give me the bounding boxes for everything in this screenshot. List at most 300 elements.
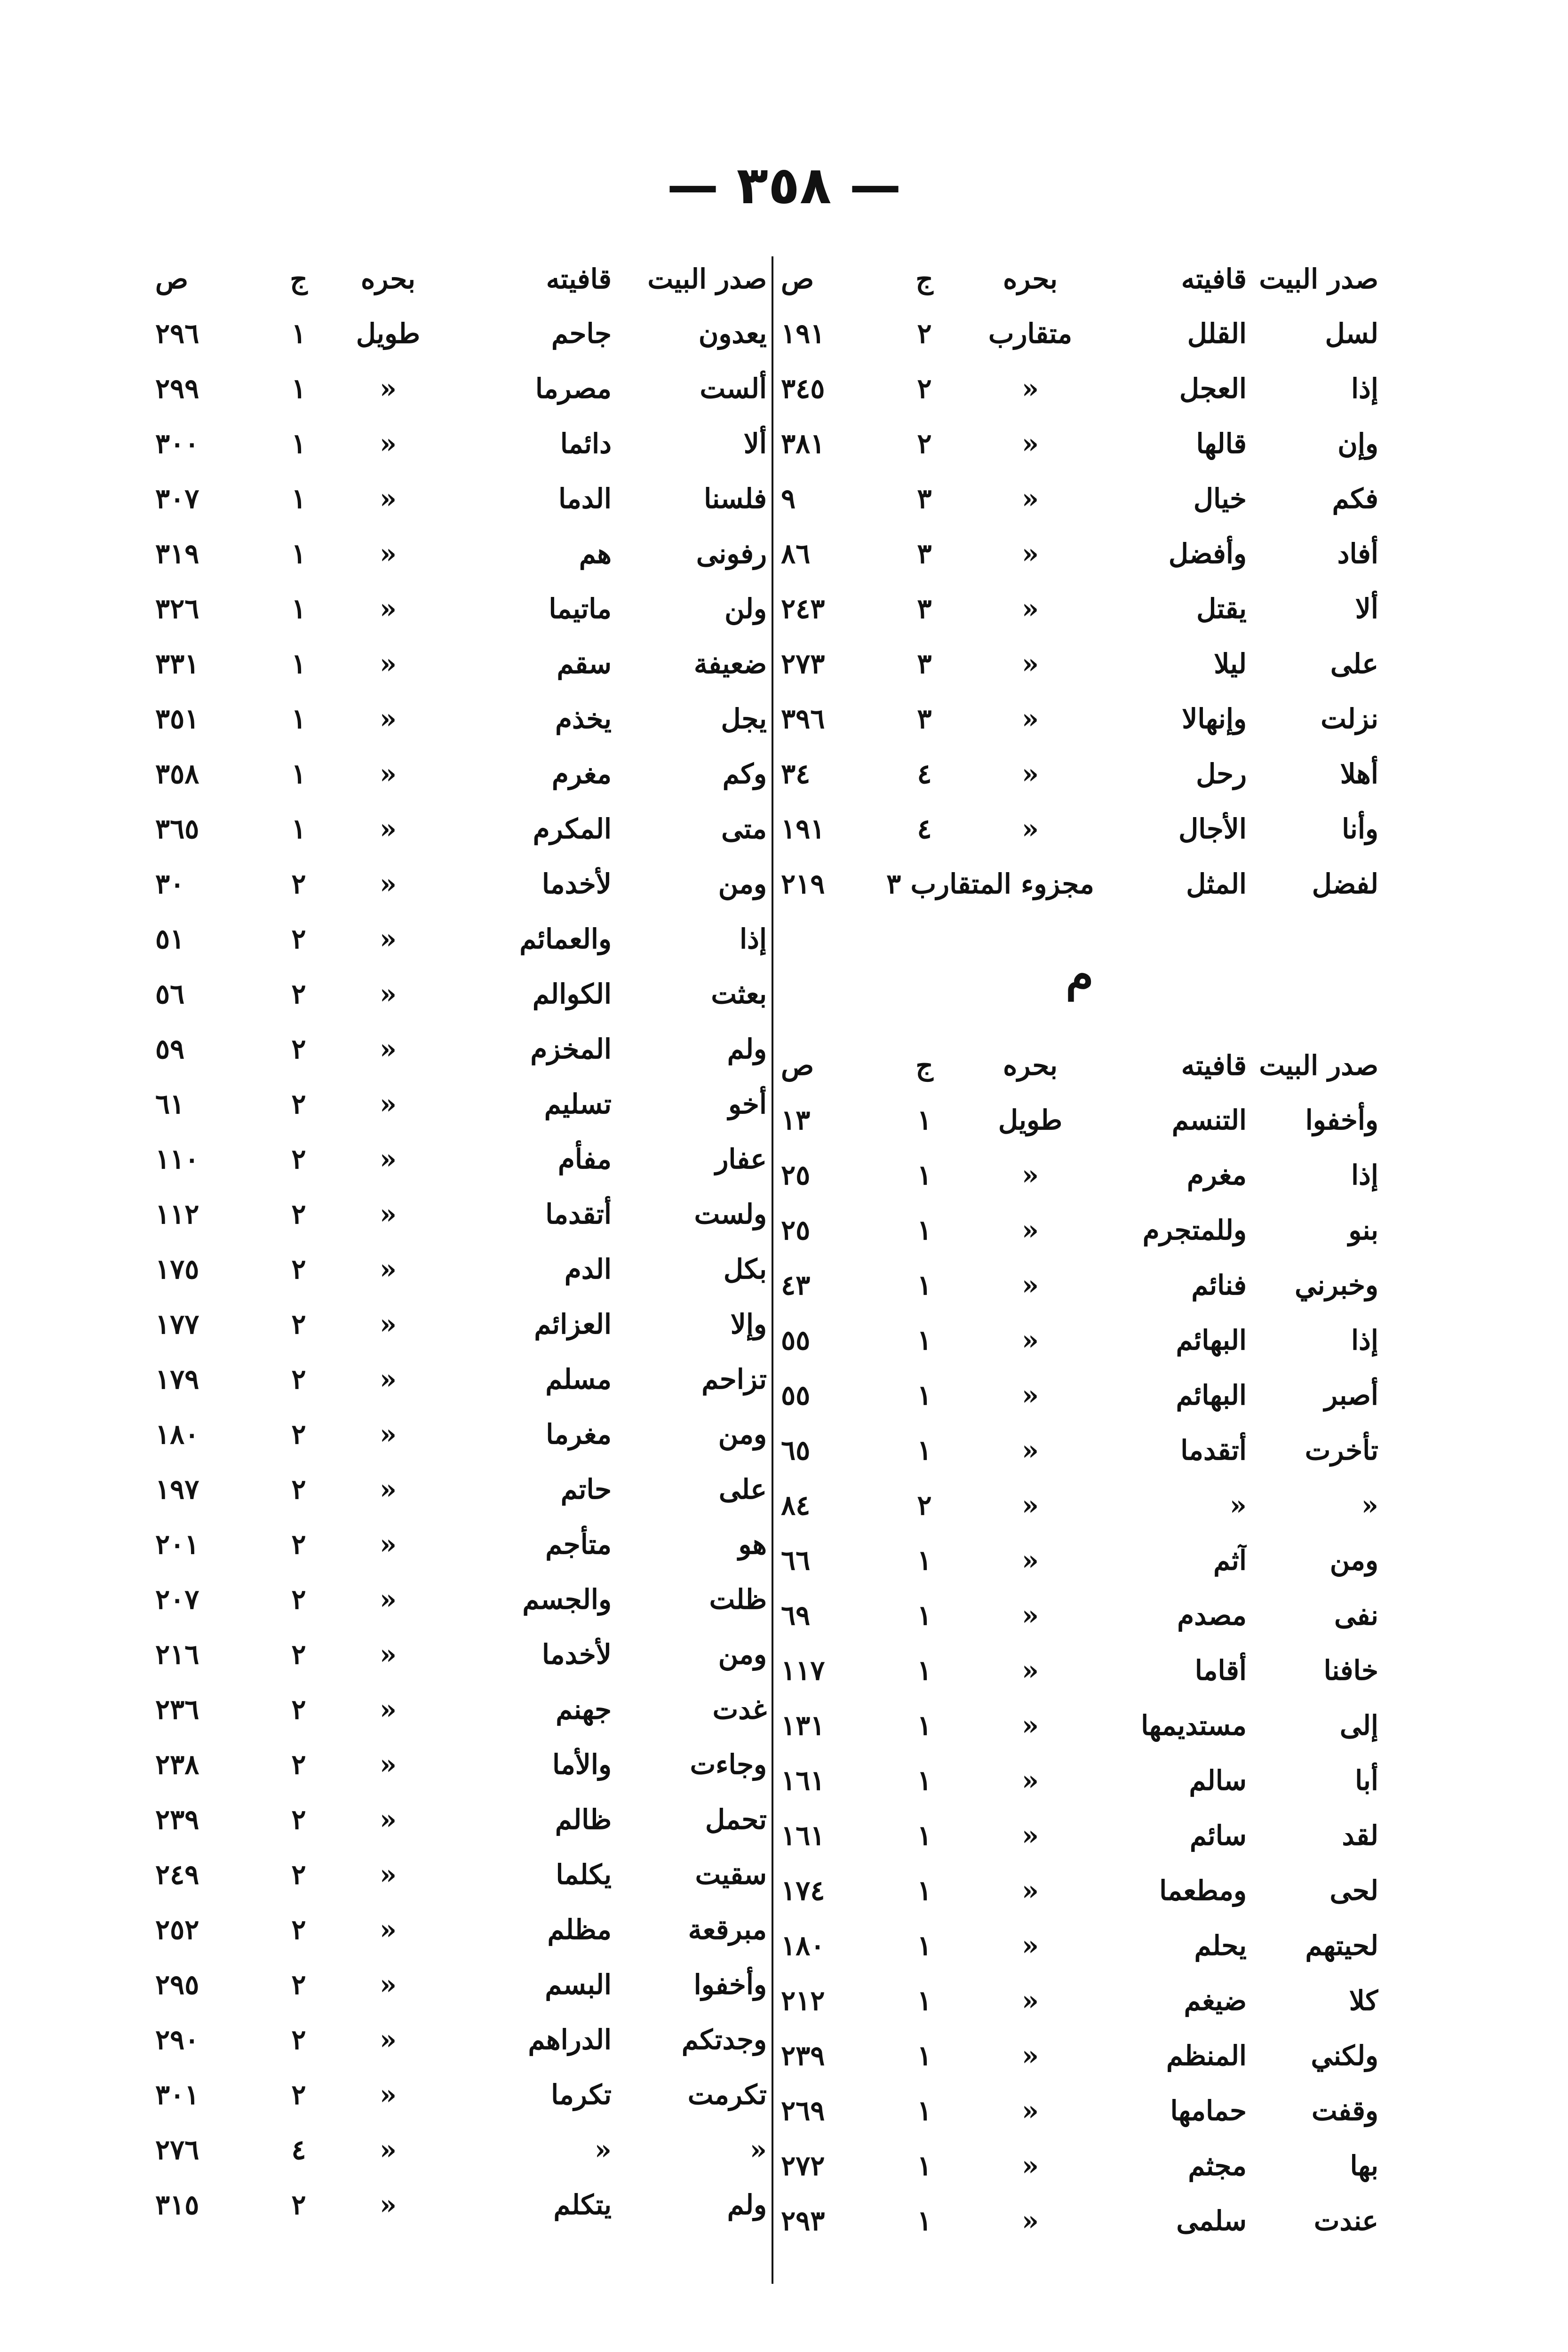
cell-page: ١٧٤	[781, 1874, 825, 1907]
cell-sadr: تزاحم	[701, 1363, 767, 1395]
cell-bahr: «	[1021, 592, 1039, 625]
cell-bahr: «	[1021, 757, 1039, 790]
cell-qafia: قالها	[1196, 427, 1247, 460]
cell-qafia: أقاما	[1194, 1654, 1247, 1686]
cell-sadr: ومن	[1329, 1544, 1378, 1576]
cell-juz: ١	[917, 1709, 932, 1741]
cell-bahr: «	[379, 592, 397, 625]
cell-page: ١٦١	[781, 1819, 825, 1851]
cell-juz: ١	[291, 537, 306, 570]
cell-sadr: نفى	[1334, 1599, 1378, 1631]
cell-sadr: وجاءت	[690, 1748, 767, 1780]
cell-juz: ١	[917, 1654, 932, 1686]
cell-qafia: والأما	[552, 1748, 612, 1780]
table-row	[781, 636, 1378, 691]
cell-sadr: ولست	[694, 1198, 767, 1230]
cell-sadr: مبرقعة	[688, 1913, 767, 1946]
cell-juz: ١	[917, 1929, 932, 1962]
table-row	[781, 2083, 1378, 2138]
cell-qafia: سلمى	[1176, 2204, 1247, 2237]
cell-juz: ١	[291, 427, 306, 460]
cell-qafia: تسليم	[544, 1088, 612, 1120]
cell-juz: ٢	[917, 317, 932, 350]
cell-juz: ٢	[291, 1033, 306, 1065]
cell-sadr: لسل	[1325, 317, 1378, 350]
table-row	[155, 526, 767, 581]
cell-sadr: بعثت	[711, 977, 767, 1010]
cell-qafia: أتقدما	[545, 1198, 612, 1230]
cell-page: ٩	[781, 482, 796, 515]
cell-bahr: «	[379, 757, 397, 790]
cell-juz: ١	[291, 317, 306, 350]
cell-juz: ١	[917, 1159, 932, 1191]
cell-juz: ١	[917, 1819, 932, 1851]
cell-juz: ٢	[291, 1088, 306, 1120]
cell-juz: ١	[917, 2039, 932, 2072]
cell-bahr: «	[379, 537, 397, 570]
header-qafia: قافيته	[1181, 262, 1247, 295]
right-column	[781, 252, 1378, 2248]
cell-qafia: «	[1229, 1489, 1247, 1521]
table-row	[781, 471, 1378, 526]
cell-juz: ١	[917, 1599, 932, 1631]
cell-juz: ١	[291, 372, 306, 405]
table-row	[781, 1202, 1378, 1257]
cell-bahr: «	[1021, 812, 1039, 845]
cell-sadr: ولن	[724, 592, 767, 625]
cell-page: ١٩١	[781, 317, 825, 350]
cell-page: ٣٣١	[155, 647, 199, 680]
header-bahr: بحره	[1003, 1049, 1058, 1081]
cell-juz: ٢	[291, 922, 306, 955]
cell-juz: ١	[917, 2204, 932, 2237]
cell-juz: ٢	[291, 1693, 306, 1725]
header-bahr: بحره	[361, 262, 415, 295]
cell-sadr: «	[749, 2133, 767, 2166]
cell-bahr: «	[379, 812, 397, 845]
cell-sadr: ولم	[727, 1033, 767, 1065]
cell-qafia: ماتيما	[549, 592, 612, 625]
cell-qafia: لأخدما	[541, 1638, 612, 1670]
cell-juz: ١	[291, 647, 306, 680]
table-row	[781, 1367, 1378, 1422]
cell-juz: ١	[917, 1324, 932, 1356]
cell-qafia: مصرما	[535, 372, 612, 405]
cell-bahr: «	[1021, 702, 1039, 735]
cell-juz: ٣	[917, 482, 932, 515]
cell-bahr: «	[379, 1528, 397, 1560]
cell-sadr: سقيت	[695, 1858, 767, 1891]
cell-page: ٢٥٢	[155, 1913, 199, 1946]
cell-qafia: التنسم	[1171, 1104, 1247, 1136]
cell-sadr: عندت	[1313, 2204, 1378, 2237]
cell-sadr: على	[718, 1473, 767, 1505]
table-header-row	[781, 252, 1378, 306]
left-body	[155, 306, 767, 2232]
cell-qafia: البسم	[545, 1968, 612, 2001]
table-row	[155, 471, 767, 526]
cell-bahr: «	[1021, 1654, 1039, 1686]
cell-juz: ٢	[291, 1363, 306, 1395]
table-row	[155, 1627, 767, 1682]
header-page: ص	[781, 262, 814, 295]
cell-page: ٢١٩	[781, 867, 825, 900]
cell-qafia: سقم	[557, 647, 612, 680]
cell-sadr: إذا	[1351, 372, 1378, 405]
cell-qafia: الأجال	[1178, 812, 1247, 845]
cell-bahr: «	[379, 2188, 397, 2221]
cell-sadr: وخبرني	[1295, 1269, 1378, 1301]
cell-sadr: أفاد	[1337, 537, 1378, 570]
table-row	[155, 966, 767, 1021]
cell-sadr: ومن	[718, 867, 767, 900]
cell-qafia: ظالم	[555, 1803, 612, 1836]
cell-sadr: أهلا	[1340, 757, 1378, 790]
cell-page: ٥٥	[781, 1324, 811, 1356]
cell-sadr: أصبر	[1324, 1379, 1378, 1411]
cell-qafia: متأجم	[545, 1528, 612, 1560]
cell-page: ٣٥٨	[155, 757, 199, 790]
cell-qafia: مغرما	[546, 1418, 612, 1450]
cell-sadr: فلسنا	[704, 482, 767, 515]
table-row	[155, 1517, 767, 1572]
table-row	[781, 416, 1378, 471]
cell-bahr: «	[379, 1253, 397, 1285]
cell-qafia: خيال	[1193, 482, 1247, 515]
cell-juz: ٢	[291, 1528, 306, 1560]
cell-sadr: تكرمت	[687, 2078, 767, 2111]
cell-bahr: «	[1021, 2204, 1039, 2237]
cell-page: ٢٥	[781, 1214, 811, 1246]
cell-page: ٢٩٦	[155, 317, 199, 350]
table-row	[781, 1092, 1378, 1147]
cell-juz: ٢	[291, 2188, 306, 2221]
table-row	[155, 856, 767, 911]
cell-juz: ١	[917, 1379, 932, 1411]
cell-juz: ٢	[291, 1748, 306, 1780]
table-row	[155, 1682, 767, 1737]
cell-qafia: حاتم	[560, 1473, 612, 1505]
cell-juz: ١	[917, 1874, 932, 1907]
cell-bahr: «	[1021, 1764, 1039, 1796]
table-row	[781, 306, 1378, 361]
right-span-table	[781, 856, 1378, 911]
table-row	[155, 1847, 767, 1902]
cell-qafia: يقتل	[1196, 592, 1247, 625]
cell-page: ١٣١	[781, 1709, 825, 1741]
table-row	[155, 801, 767, 856]
cell-page: ٢٧٦	[155, 2133, 199, 2166]
cell-page: ٢٥	[781, 1159, 811, 1191]
cell-bahr: «	[1021, 537, 1039, 570]
cell-page: ٥١	[155, 922, 185, 955]
cell-page: ٤٣	[781, 1269, 811, 1301]
cell-bahr: «	[379, 372, 397, 405]
right-top-table	[781, 252, 1378, 856]
table-row	[155, 1076, 767, 1131]
cell-page: ٣٠	[155, 867, 185, 900]
cell-page: ٣٢٦	[155, 592, 199, 625]
cell-bahr: «	[1021, 1489, 1039, 1521]
cell-juz: ١	[291, 702, 306, 735]
cell-bahr: «	[1021, 1544, 1039, 1576]
cell-page: ١٩٧	[155, 1473, 199, 1505]
cell-qafia: البهائم	[1176, 1324, 1247, 1356]
cell-page: ٥٩	[155, 1033, 185, 1065]
cell-bahr: «	[379, 2133, 397, 2166]
table-row	[155, 1351, 767, 1406]
left-table	[155, 252, 767, 2232]
table-row	[155, 1737, 767, 1792]
cell-sadr: ألا	[743, 427, 767, 460]
cell-qafia: مغرم	[1187, 1159, 1247, 1191]
cell-bahr: «	[379, 1968, 397, 2001]
cell-bahr: «	[1021, 2094, 1039, 2127]
table-row	[155, 1296, 767, 1351]
cell-page: ٦١	[155, 1088, 185, 1120]
cell-page: ٣٠١	[155, 2078, 199, 2111]
cell-page: ٢٩٠	[155, 2023, 199, 2056]
cell-juz: ٢	[291, 2023, 306, 2056]
cell-juz: ٢	[291, 1913, 306, 1946]
cell-page: ٢١٢	[781, 1984, 825, 2017]
table-row	[781, 1918, 1378, 1973]
cell-bahr: «	[379, 1308, 397, 1340]
header-bahr: بحره	[1003, 262, 1058, 295]
table-row	[155, 1406, 767, 1462]
cell-juz: ١	[917, 1544, 932, 1576]
right-bottom-table	[781, 1038, 1378, 2248]
cell-sadr: أخو	[728, 1088, 767, 1120]
cell-juz: ١	[917, 1984, 932, 2017]
cell-qafia: الكوالم	[532, 977, 612, 1010]
table-row	[781, 581, 1378, 636]
cell-page: ٣١٥	[155, 2188, 199, 2221]
cell-juz: ٤	[291, 2133, 306, 2166]
table-row	[781, 746, 1378, 801]
cell-page: ١٣	[781, 1104, 811, 1136]
cell-juz: ٤	[917, 812, 932, 845]
cell-sadr: إلى	[1339, 1709, 1378, 1741]
table-row	[155, 636, 767, 691]
cell-sadr: لحى	[1329, 1874, 1378, 1907]
cell-sadr: ومن	[718, 1638, 767, 1670]
table-row	[155, 1792, 767, 1847]
cell-qafia: حمامها	[1170, 2094, 1247, 2127]
cell-sadr: بها	[1350, 2149, 1378, 2182]
cell-juz: ١	[917, 1434, 932, 1466]
cell-qafia: العزائم	[534, 1308, 612, 1340]
cell-bahr: «	[1021, 1379, 1039, 1411]
cell-sadr: وإلا	[730, 1308, 767, 1340]
cell-juz: ٢	[291, 1638, 306, 1670]
cell-bahr: «	[379, 1143, 397, 1175]
cell-page: ٢٣٨	[155, 1748, 199, 1780]
cell-bahr: «	[1021, 1819, 1039, 1851]
cell-qafia: ضيغم	[1184, 1984, 1247, 2017]
cell-qafia: البهائم	[1176, 1379, 1247, 1411]
cell-qafia: ومطعما	[1159, 1874, 1247, 1907]
cell-bahr: «	[379, 647, 397, 680]
cell-juz: ٢	[291, 1308, 306, 1340]
cell-page: ١٦١	[781, 1764, 825, 1796]
cell-qafia: مجثم	[1188, 2149, 1247, 2182]
cell-bahr: «	[379, 2023, 397, 2056]
cell-bahr: «	[1021, 2039, 1039, 2072]
cell-page: ٦٥	[781, 1434, 811, 1466]
table-row	[781, 691, 1378, 746]
table-row	[781, 2028, 1378, 2083]
column-divider	[772, 256, 773, 2284]
cell-juz: ٢	[291, 1583, 306, 1615]
cell-bahr: «	[1021, 1709, 1039, 1741]
cell-qafia: سائم	[1189, 1819, 1247, 1851]
cell-page: ٢٧٢	[781, 2149, 825, 2182]
cell-page: ٢٤٩	[155, 1858, 199, 1891]
cell-page: ٦٦	[781, 1544, 811, 1576]
cell-page: ٦٩	[781, 1599, 811, 1631]
cell-bahr: «	[1021, 1214, 1039, 1246]
cell-qafia: الدما	[558, 482, 612, 515]
cell-juz: ٢	[917, 427, 932, 460]
table-row	[155, 1957, 767, 2012]
cell-juz: ٢	[291, 867, 306, 900]
cell-bahr: «	[1021, 1984, 1039, 2017]
cell-sadr: متى	[721, 812, 767, 845]
cell-sadr: خافنا	[1323, 1654, 1378, 1686]
cell-juz: ٢	[291, 1253, 306, 1285]
cell-bahr: طويل	[998, 1104, 1063, 1136]
cell-juz: ١	[917, 2094, 932, 2127]
table-row	[781, 1808, 1378, 1863]
cell-page: ٢١٦	[155, 1638, 199, 1670]
cell-bahr: «	[1021, 647, 1039, 680]
cell-sadr: هو	[738, 1528, 767, 1560]
table-row	[155, 2122, 767, 2177]
cell-qafia: والعمائم	[519, 922, 612, 955]
table-row	[155, 691, 767, 746]
cell-sadr: وجدتكم	[681, 2023, 767, 2056]
cell-sadr: على	[1330, 647, 1378, 680]
cell-sadr: وأنا	[1342, 812, 1378, 845]
cell-page: ٣٤	[781, 757, 811, 790]
cell-bahr: «	[379, 1418, 397, 1450]
table-row	[155, 1241, 767, 1296]
cell-sadr: إذا	[1351, 1159, 1378, 1191]
cell-page: ١٩١	[781, 812, 825, 845]
header-juz: ج	[915, 1049, 933, 1081]
cell-page: ٣٠٠	[155, 427, 199, 460]
cell-bahr: «	[1021, 1599, 1039, 1631]
cell-sadr: لحيتهم	[1305, 1929, 1378, 1962]
cell-page: ١٨٠	[155, 1418, 199, 1450]
table-row	[155, 911, 767, 966]
cell-sadr: ولم	[727, 2188, 767, 2221]
cell-qafia: الدراهم	[528, 2023, 612, 2056]
cell-juz: ٣	[886, 867, 901, 900]
cell-qafia: رحل	[1196, 757, 1247, 790]
table-row	[781, 361, 1378, 416]
table-row	[781, 1478, 1378, 1533]
cell-bahr: مجزوء المتقارب	[910, 867, 1094, 900]
cell-sadr: تحمل	[705, 1803, 767, 1836]
header-juz: ج	[290, 262, 308, 295]
cell-sadr: إذا	[1351, 1324, 1378, 1356]
cell-juz: ٤	[917, 757, 932, 790]
cell-juz: ٣	[917, 647, 932, 680]
cell-sadr: عفار	[715, 1143, 767, 1175]
table-row	[155, 1131, 767, 1186]
table-row	[781, 1863, 1378, 1918]
table-row	[781, 1588, 1378, 1643]
cell-sadr: ولكني	[1311, 2039, 1378, 2072]
cell-bahr: «	[1021, 1324, 1039, 1356]
cell-page: ٢٩٣	[781, 2204, 825, 2237]
cell-bahr: «	[379, 2078, 397, 2111]
cell-page: ٣٠٧	[155, 482, 199, 515]
table-row	[781, 1312, 1378, 1367]
cell-qafia: هم	[579, 537, 612, 570]
cell-qafia: مستديمها	[1141, 1709, 1247, 1741]
cell-bahr: «	[1021, 2149, 1039, 2182]
header-sadr: صدر البيت	[1259, 262, 1378, 295]
cell-bahr: «	[379, 1583, 397, 1615]
cell-sadr: يجل	[721, 702, 767, 735]
cell-page: ١١٠	[155, 1143, 199, 1175]
cell-page: ٢٧٣	[781, 647, 825, 680]
cell-bahr: «	[379, 922, 397, 955]
cell-page: ٣٨١	[781, 427, 825, 460]
cell-qafia: المكرم	[533, 812, 612, 845]
cell-sadr: نزلت	[1321, 702, 1378, 735]
cell-page: ١٧٩	[155, 1363, 199, 1395]
cell-qafia: يحلم	[1194, 1929, 1247, 1962]
table-row	[155, 2012, 767, 2067]
cell-juz: ١	[291, 592, 306, 625]
cell-qafia: العجل	[1179, 372, 1247, 405]
cell-page: ٢٤٣	[781, 592, 825, 625]
cell-juz: ٣	[917, 702, 932, 735]
cell-sadr: ألا	[1355, 592, 1378, 625]
cell-juz: ٢	[291, 1418, 306, 1450]
cell-bahr: طويل	[356, 317, 421, 350]
cell-qafia: وللمتجرم	[1142, 1214, 1247, 1246]
table-row	[781, 1643, 1378, 1698]
cell-page: ٢٩٥	[155, 1968, 199, 2001]
cell-bahr: «	[1021, 1159, 1039, 1191]
cell-juz: ٢	[291, 2078, 306, 2111]
cell-qafia: دائما	[560, 427, 612, 460]
cell-page: ٨٦	[781, 537, 811, 570]
cell-page: ٨٤	[781, 1489, 811, 1521]
cell-page: ٢٠١	[155, 1528, 199, 1560]
cell-sadr: ألست	[700, 372, 767, 405]
cell-sadr: تأخرت	[1305, 1434, 1378, 1466]
cell-qafia: وأفضل	[1168, 537, 1247, 570]
cell-bahr-and-juz	[884, 856, 1096, 911]
cell-qafia: تكرما	[551, 2078, 612, 2111]
cell-sadr: لفضل	[1312, 867, 1378, 900]
table-row	[781, 1753, 1378, 1808]
cell-sadr: وأخفوا	[693, 1968, 767, 2001]
cell-page: ٢٣٩	[781, 2039, 825, 2072]
section-letter: م	[1066, 948, 1094, 1001]
header-juz: ج	[915, 262, 933, 295]
header-sadr: صدر البيت	[1259, 1049, 1378, 1081]
cell-sadr: يعدون	[698, 317, 767, 350]
cell-page: ٢٠٧	[155, 1583, 199, 1615]
cell-bahr: «	[1021, 1269, 1039, 1301]
